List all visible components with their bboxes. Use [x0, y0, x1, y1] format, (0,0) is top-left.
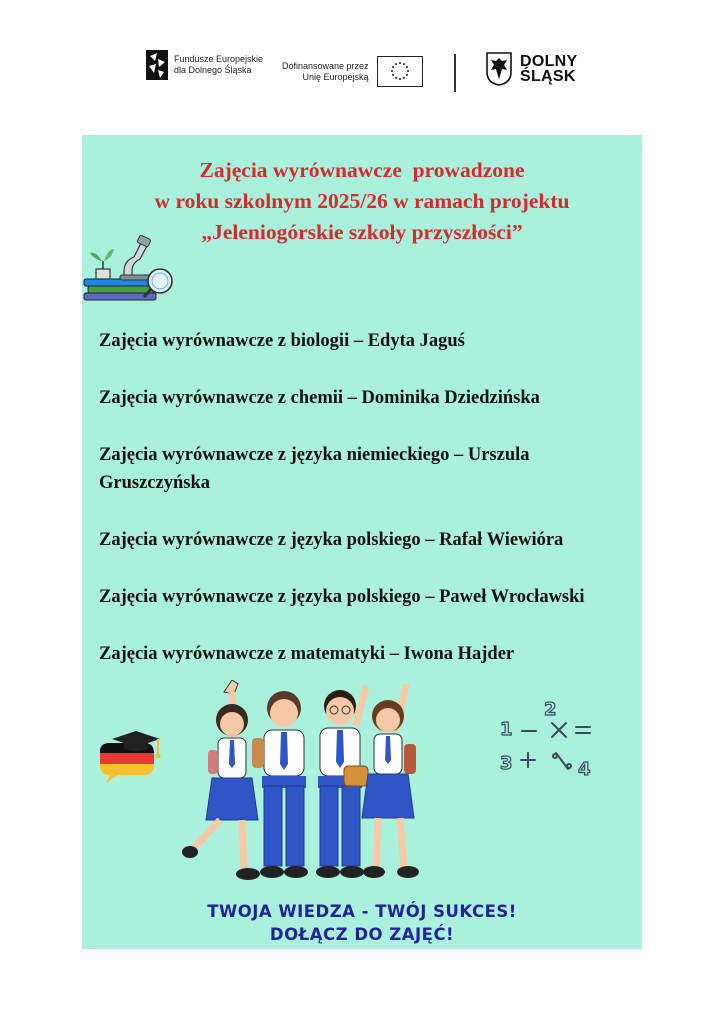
lesson-chemistry: Zajęcia wyrównawcze z chemii – Dominika Dziedzińska — [99, 388, 540, 408]
lesson-polish-1: Zajęcia wyrównawcze z języka polskiego – Rafał Wiewióra — [99, 530, 564, 550]
slogan-line-2: DOŁĄCZ DO ZAJĘĆ! — [269, 925, 455, 944]
heading-line-1: Zajęcia wyrównawcze prowadzone — [199, 158, 525, 182]
eu-flag-icon — [377, 56, 423, 87]
logo-separator — [454, 54, 456, 92]
slogan-line-1: TWOJA WIEDZA - TWÓJ SUKCES! — [207, 902, 517, 921]
slogan — [82, 900, 642, 946]
logo-bar — [138, 44, 586, 106]
funds-logo — [146, 50, 263, 80]
german-flag-graduation-cap-icon — [96, 729, 164, 784]
lower-silesia-text: DOLNY ŚLĄSK — [520, 53, 578, 85]
lesson-math: Zajęcia wyrównawcze z matematyki – Iwona Hajder — [99, 644, 515, 664]
microscope-books-icon — [82, 231, 182, 303]
lesson-polish-2: Zajęcia wyrównawcze z języka polskiego – Paweł Wrocławski — [99, 587, 585, 607]
math-digit-3: 3 — [500, 753, 513, 774]
heading-line-3: „Jeleniogórskie szkoły przyszłości” — [201, 220, 523, 244]
students-illustration — [172, 680, 437, 895]
math-digit-2: 2 — [544, 699, 557, 720]
math-symbols-icon — [492, 695, 607, 785]
funds-logo-text: Fundusze Europejskie dla Dolnego Śląska — [174, 54, 264, 75]
math-digit-4: 4 — [578, 759, 591, 780]
funds-logo-icon — [146, 50, 168, 80]
lesson-german: Zajęcia wyrównawcze z języka niemieckiego – Urszula Gruszczyńska — [99, 445, 530, 493]
lesson-list — [99, 327, 639, 668]
poster — [82, 135, 642, 949]
math-digit-1: 1 — [500, 719, 513, 740]
heading-line-2: w roku szkolnym 2025/26 w ramach projektu — [154, 189, 570, 213]
lower-silesia-logo — [486, 52, 578, 86]
lower-silesia-crest-icon — [486, 52, 512, 86]
lesson-biology: Zajęcia wyrównawcze z biologii – Edyta Jaguś — [99, 331, 465, 351]
eu-logo — [282, 56, 423, 87]
eu-logo-text: Dofinansowane przez Unię Europejską — [282, 60, 369, 82]
